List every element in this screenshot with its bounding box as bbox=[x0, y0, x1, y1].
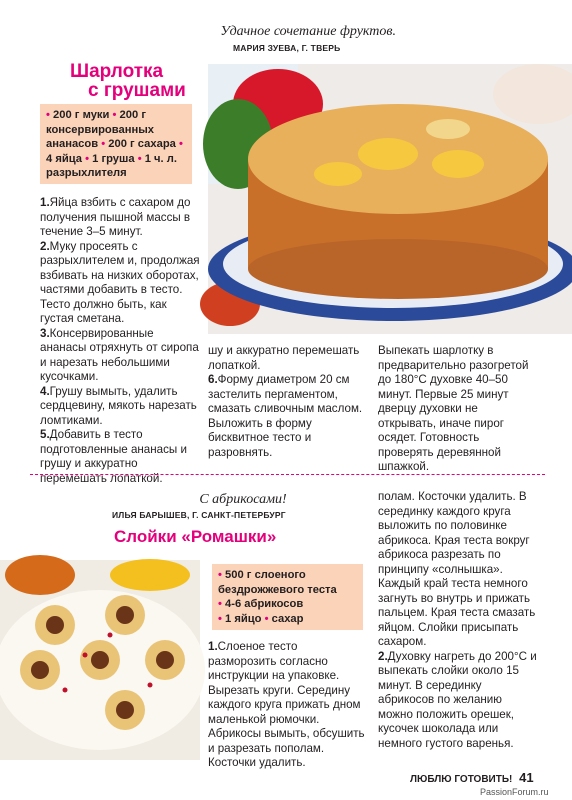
ingredient: 1 ч. л. разрыхлителя bbox=[46, 152, 177, 180]
ingredient: 200 г муки bbox=[53, 109, 110, 121]
page-number: 41 bbox=[519, 770, 534, 785]
title-line1: Шарлотка bbox=[70, 61, 164, 82]
article2-author: ИЛЬЯ БАРЫШЕВ, Г. САНКТ-ПЕТЕРБУРГ bbox=[112, 510, 286, 520]
puff-step-1: 1.Слоеное тесто разморозить согласно инструкции на упаковке. Вырезать круги. Середину каждого круга прижать дном маленькой рюмочки. bbox=[208, 640, 361, 726]
step-4: 4.Грушу вымыть, удалить сердцевину, мякоть нарезать ломтиками. bbox=[40, 384, 197, 427]
footer bbox=[410, 770, 534, 785]
article1-col2 bbox=[208, 344, 368, 460]
ingredient-line: • 4-6 абрикосов bbox=[218, 598, 304, 611]
ingredient: 200 г сахара bbox=[108, 138, 176, 151]
watermark: PassionForum.ru bbox=[480, 787, 549, 797]
article2-col3 bbox=[378, 490, 538, 751]
step-3: 3.Консервированные ананасы отряхнуть от сиропа и нарезать небольшими кусочками. bbox=[40, 326, 199, 383]
puff-step-1-cont: Абрикосы вымыть, обсушить и разрезать пополам. Косточки удалить. bbox=[208, 727, 365, 769]
article1-col3 bbox=[378, 344, 538, 475]
step-5: 5.Добавить в тесто подготовленные ананасы и грушу и аккуратно перемешать лопаткой. bbox=[40, 428, 187, 485]
step-2: 2.Муку просеять с разрыхлителем и, продолжая взбивать на низких оборотах, частями добавить в тесто. Тесто должно быть, как густая сметана. bbox=[40, 239, 200, 325]
article2-col2 bbox=[208, 640, 368, 769]
ingredient: 1 груша bbox=[92, 152, 135, 165]
article1-col1 bbox=[40, 196, 200, 485]
ingredient: 200 г консервированных ананасов bbox=[46, 109, 154, 151]
ingredients-text-1: • 200 г муки • 200 г консервированных ананасов • 200 г сахара • 4 яйца • 1 груша • 1 ч. л. разрыхлителя bbox=[46, 109, 183, 180]
ingredients-box-2 bbox=[212, 564, 363, 630]
puff-col3-top: полам. Косточки удалить. В серединку каждого круга выложить по половинке абрикоса. Края теста вокруг абрикоса разрезать по принципу «солнышка». Каждый край теста немного загнуть во внутрь и прижать пальцем. Края теста смазать яйцом. Слойки присыпать сахаром. bbox=[378, 490, 536, 648]
charlotte-photo bbox=[208, 64, 572, 334]
article1-heading: Удачное сочетание фруктов. bbox=[220, 24, 396, 39]
cake-image bbox=[208, 64, 572, 334]
bake-instructions: Выпекать шарлотку в предварительно разогретой до 180°С духовке 40–50 минут. Первые 25 минут дверцу духовки не открывать, иначе пирог осядет. Готовность проверять деревянной шпажкой. bbox=[378, 344, 529, 473]
step-5-cont: шу и аккуратно перемешать лопаткой. bbox=[208, 344, 360, 372]
title-line2: с грушами bbox=[88, 80, 186, 101]
step-6: 6.Форму диаметром 20 см застелить пергаментом, смазать сливочным маслом. Выложить в форму бисквитное тесто и разровнять. bbox=[208, 373, 363, 459]
pastry-photo bbox=[0, 560, 200, 760]
section-divider bbox=[30, 474, 545, 475]
article2-heading: С абрикосами! bbox=[199, 492, 287, 507]
ingredient-line: • 500 г слоеного бездрожжевого теста bbox=[218, 569, 337, 596]
step-1: 1.Яйца взбить с сахаром до получения пышной массы в течение 3–5 минут. bbox=[40, 196, 191, 238]
puff-step-2: 2.Духовку нагреть до 200°С и выпекать слойки около 15 минут. В серединку абрикосов по желанию можно положить орешек, кусочек шоколада или немного густого варенья. bbox=[378, 649, 537, 750]
ingredient: 4 яйца bbox=[46, 152, 82, 165]
article1-title bbox=[70, 62, 186, 100]
ingredients-box-1 bbox=[40, 104, 192, 184]
article2-title: Слойки «Ромашки» bbox=[114, 527, 277, 546]
article1-author: МАРИЯ ЗУЕВА, Г. ТВЕРЬ bbox=[233, 43, 341, 53]
ingredient-line: • 1 яйцо • сахар bbox=[218, 612, 304, 625]
pastry-image bbox=[0, 560, 200, 760]
magazine-name: ЛЮБЛЮ ГОТОВИТЬ! bbox=[410, 774, 513, 785]
